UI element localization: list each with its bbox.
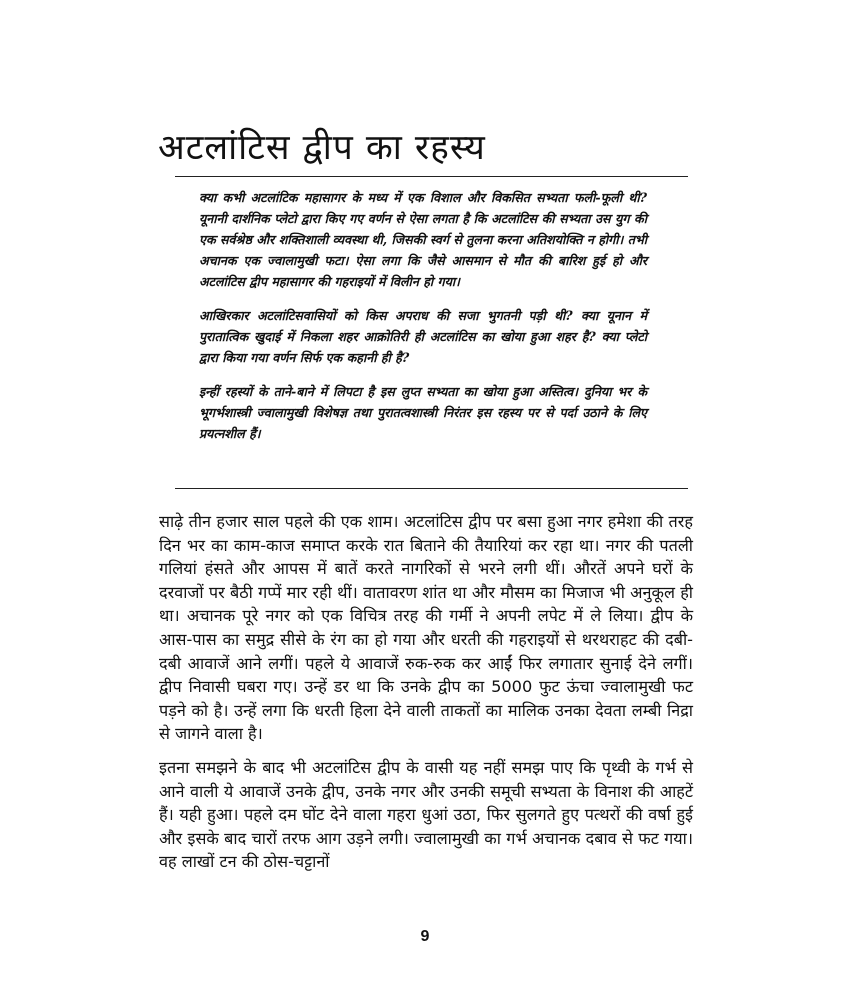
page-number: 9: [420, 928, 430, 945]
body-paragraph: साढ़े तीन हजार साल पहले की एक शाम। अटलांटिस द्वीप पर बसा हुआ नगर हमेशा की तरह दिन भर का काम-काज समाप्त करके रात बिताने की तैयारियां कर रहा था। नगर की पतली गलियां हंसते और आपस में बातें करते नागरिकों से भरने लगी थीं। औरतें अपने घरों के दरवाजों पर बैठी गप्पें मार रही थीं। वातावरण शांत था और मौसम का मिजाज भी अनुकूल ही था। अचानक पूरे नगर को एक विचित्र तरह की गर्मी ने अपनी लपेट में ले लिया। द्वीप के आस-पास का समुद्र सीसे के रंग का हो गया और धरती की गहराइयों से थरथराहट की दबी-दबी आवाजें आने लगीं। पहले ये आवाजें रुक-रुक कर आईं फिर लगातार सुनाई देने लगीं। द्वीप निवासी घबरा गए। उन्हें डर था कि उनके द्वीप का 5000 फुट ऊंचा ज्वालामुखी फट पड़ने को है। उन्हें लगा कि धरती हिला देने वाली ताकतों का मालिक उनका देवता लम्बी निद्रा से जागने वाला है।: [159, 512, 693, 744]
body-text: [159, 510, 693, 884]
intro-paragraph: क्या कभी अटलांटिक महासागर के मध्य में एक विशाल और विकसित सभ्यता फली-फूली थी? यूनानी दार्शनिक प्लेटो द्वारा किए गए वर्णन से ऐसा लगता है कि अटलांटिस की सभ्यता उस युग की एक सर्वश्रेष्ठ और शक्तिशाली व्यवस्था थी, जिसकी स्वर्ग से तुलना करना अतिशयोक्ति न होगी। तभी अचानक एक ज्वालामुखी फटा। ऐसा लगा कि जैसे आसमान से मौत की बारिश हुई हो और अटलांटिस द्वीप महासागर की गहराइयों में विलीन हो गया।: [199, 190, 647, 289]
chapter-title: अटलांटिस द्वीप का रहस्य: [158, 128, 486, 169]
body-paragraph: इतना समझने के बाद भी अटलांटिस द्वीप के वासी यह नहीं समझ पाए कि पृथ्वी के गर्भ से आने वाली ये आवाजें उनके द्वीप, उनके नगर और उनकी समूची सभ्यता के विनाश की आहटें हैं। यही हुआ। पहले दम घोंट देने वाला गहरा धुआं उठा, फिर सुलगते हुए पत्थरों की वर्षा हुई और इसके बाद चारों तरफ आग उड़ने लगी। ज्वालामुखी का गर्भ अचानक दबाव से फट गया। वह लाखों टन की ठोस-चट्टानों: [159, 757, 693, 872]
intro-paragraph: इन्हीं रहस्यों के ताने-बाने में लिपटा है इस लुप्त सभ्यता का खोया हुआ अस्तित्व। दुनिया भर के भूगर्भशास्त्री ज्वालामुखी विशेषज्ञ तथा पुरातत्वशास्त्री निरंतर इस रहस्य पर से पर्दा उठाने के लिए प्रयत्नशील हैं।: [199, 384, 647, 441]
intro-box: [199, 187, 647, 457]
top-divider: [175, 176, 688, 177]
bottom-divider: [175, 488, 688, 489]
intro-paragraph: आखिरकार अटलांटिसवासियों को किस अपराध की सजा भुगतनी पड़ी थी? क्या यूनान में पुरातात्विक खुदाई में निकला शहर आक्रोतिरी ही अटलांटिस का खोया हुआ शहर है? क्या प्लेटो द्वारा किया गया वर्णन सिर्फ एक कहानी ही है?: [199, 308, 647, 365]
